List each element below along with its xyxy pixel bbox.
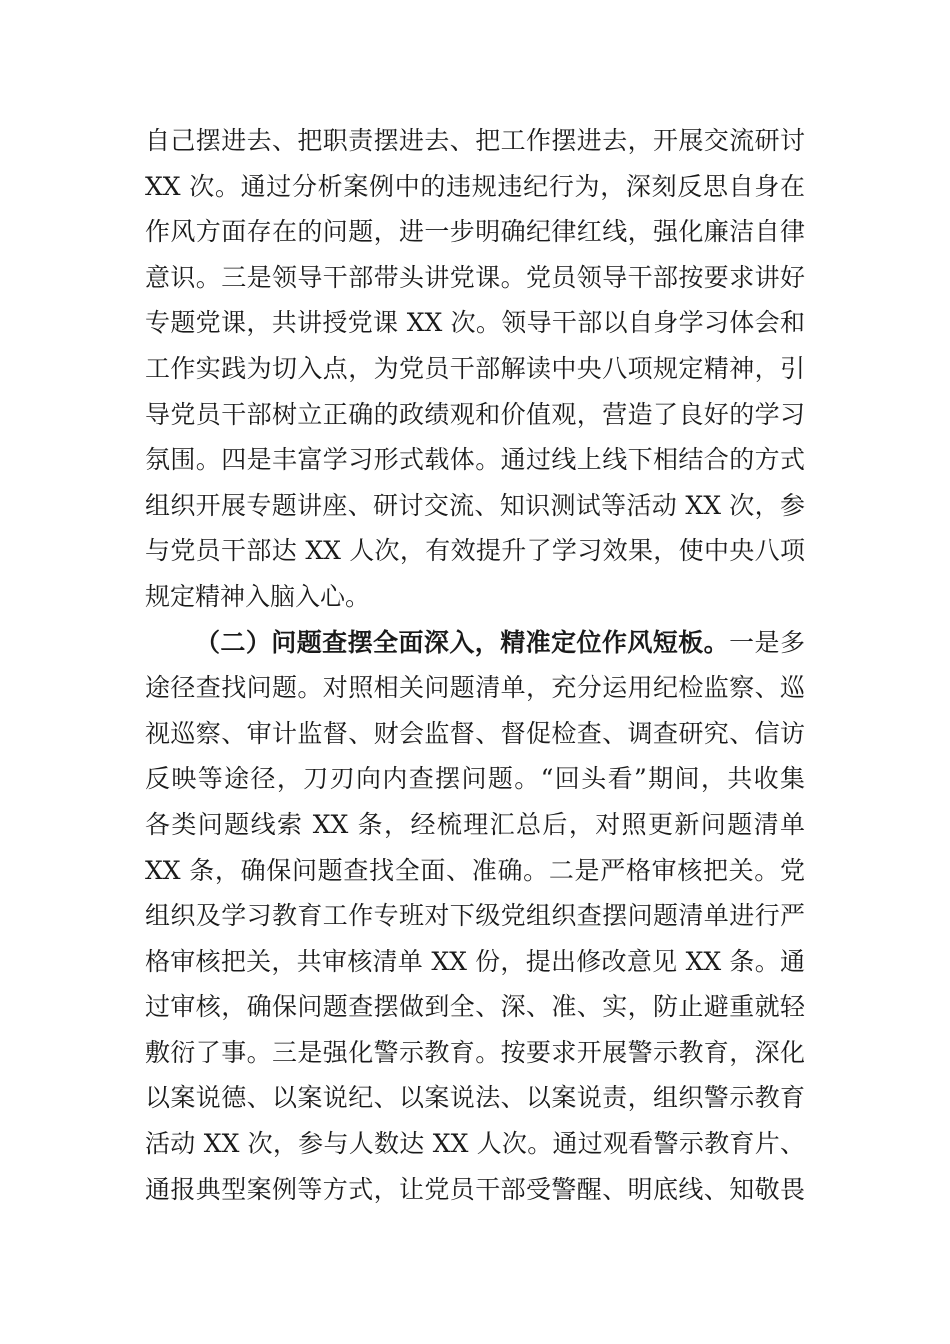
text-line: 组织及学习教育工作专班对下级党组织查摆问题清单进行严 bbox=[145, 901, 805, 931]
text-line: 反映等途径，刀刃向内查摆问题。“回头看”期间，共收集 bbox=[145, 764, 805, 794]
text-line: 规定精神入脑入心。 bbox=[145, 581, 371, 611]
text-line: 敷衍了事。三是强化警示教育。按要求开展警示教育，深化 bbox=[145, 1037, 805, 1067]
body-text bbox=[145, 118, 805, 1212]
text-line: 以案说德、以案说纪、以案说法、以案说责，组织警示教育 bbox=[145, 1083, 805, 1113]
text-line: 视巡察、审计监督、财会监督、督促检查、调查研究、信访 bbox=[145, 718, 805, 748]
text-line: XX 条，确保问题查找全面、准确。二是严格审核把关。党 bbox=[145, 855, 805, 885]
text-line: 各类问题线索 XX 条，经梳理汇总后，对照更新问题清单 bbox=[145, 809, 805, 839]
text-line: 途径查找问题。对照相关问题清单，充分运用纪检监察、巡 bbox=[145, 673, 805, 703]
text-line: 作风方面存在的问题，进一步明确纪律红线，强化廉洁自律 bbox=[145, 217, 805, 247]
text-line: 通报典型案例等方式，让党员干部受警醒、明底线、知敬畏 bbox=[145, 1174, 805, 1204]
section-heading-continuation: 一是多 bbox=[729, 627, 805, 657]
text-line: 格审核把关，共审核清单 XX 份，提出修改意见 XX 条。通 bbox=[145, 946, 805, 976]
text-line: 氛围。四是丰富学习形式载体。通过线上线下相结合的方式 bbox=[145, 445, 805, 475]
text-line: XX 次。通过分析案例中的违规违纪行为，深刻反思自身在 bbox=[145, 171, 805, 201]
text-line: 组织开展专题讲座、研讨交流、知识测试等活动 XX 次，参 bbox=[145, 490, 805, 520]
text-line: 活动 XX 次，参与人数达 XX 人次。通过观看警示教育片、 bbox=[145, 1129, 805, 1159]
text-line: 导党员干部树立正确的政绩观和价值观，营造了良好的学习 bbox=[145, 399, 805, 429]
text-line: 与党员干部达 XX 人次，有效提升了学习效果，使中央八项 bbox=[145, 536, 805, 566]
text-line: 意识。三是领导干部带头讲党课。党员领导干部按要求讲好 bbox=[145, 262, 805, 292]
section-heading-line bbox=[145, 620, 805, 666]
text-line: 工作实践为切入点，为党员干部解读中央八项规定精神，引 bbox=[145, 353, 805, 383]
text-line: 过审核，确保问题查摆做到全、深、准、实，防止避重就轻 bbox=[145, 992, 805, 1022]
text-line: 自己摆进去、把职责摆进去、把工作摆进去，开展交流研讨 bbox=[145, 126, 805, 155]
section-heading: （二）问题查摆全面深入，精准定位作风短板。 bbox=[195, 627, 730, 657]
text-line: 专题党课，共讲授党课 XX 次。领导干部以自身学习体会和 bbox=[145, 308, 805, 338]
